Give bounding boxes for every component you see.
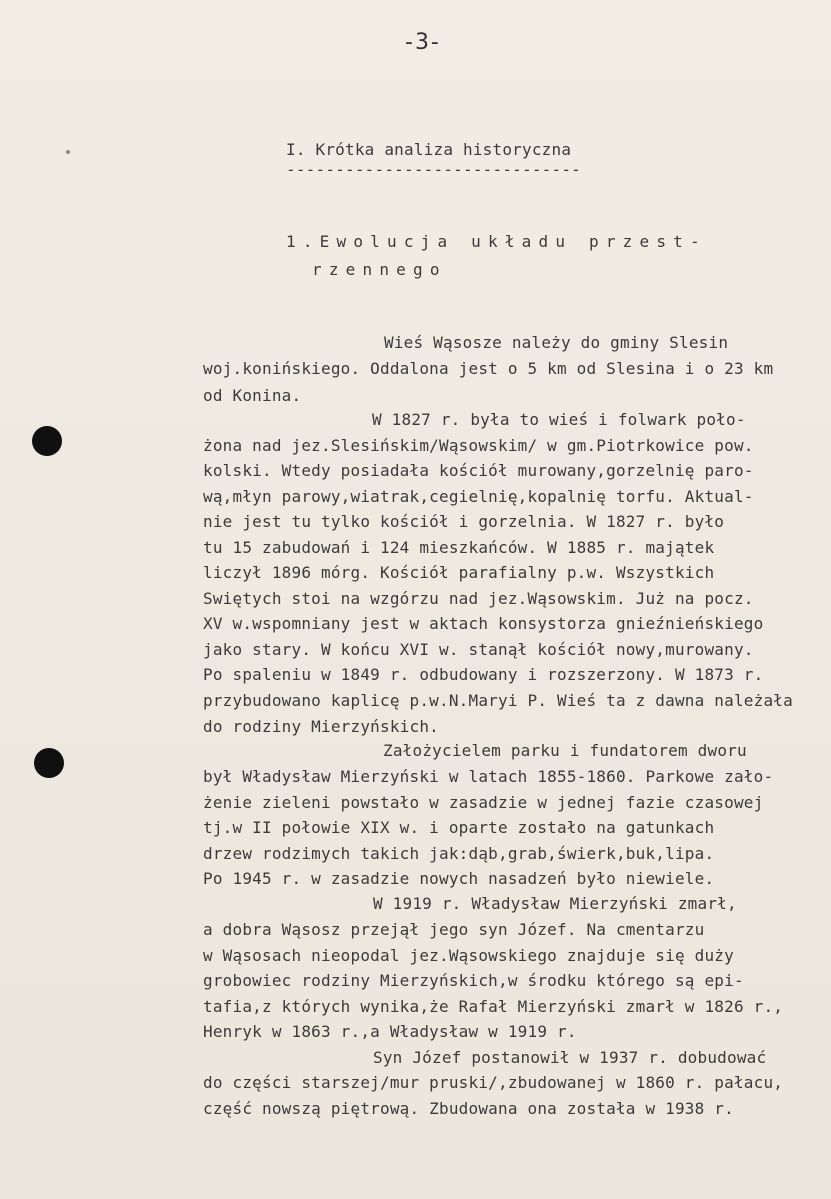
body-line: Założycielem parku i fundatorem dworu	[383, 741, 747, 760]
body-line: woj.konińskiego. Oddalona jest o 5 km od Slesina i o 23 km	[203, 359, 774, 378]
subsection-heading-line-2: rzennego	[312, 260, 447, 279]
body-line: grobowiec rodziny Mierzyńskich,w środku którego są epi-	[203, 971, 744, 990]
punch-hole	[34, 748, 64, 778]
title-underline: ------------------------------	[286, 160, 581, 179]
body-line: drzew rodzimych takich jak:dąb,grab,świerk,buk,lipa.	[203, 844, 715, 863]
body-line: w Wąsosach nieopodal jez.Wąsowskiego znajduje się duży	[203, 946, 734, 965]
body-line: nie jest tu tylko kościół i gorzelnia. W 1827 r. było	[203, 512, 725, 531]
body-line: tj.w II połowie XIX w. i oparte zostało na gatunkach	[203, 818, 715, 837]
body-line: Po 1945 r. w zasadzie nowych nasadzeń było niewiele.	[203, 869, 715, 888]
body-line: W 1827 r. była to wieś i folwark poło-	[372, 410, 746, 429]
section-title: I. Krótka analiza historyczna	[286, 140, 572, 159]
body-line: Henryk w 1863 r.,a Władysław w 1919 r.	[203, 1022, 577, 1041]
page-number: -3-	[405, 30, 441, 55]
punch-hole	[32, 426, 62, 456]
body-line: tafia,z których wynika,że Rafał Mierzyński zmarł w 1826 r.,	[203, 997, 784, 1016]
body-line: jako stary. W końcu XVI w. stanął kościół nowy,murowany.	[203, 640, 754, 659]
body-line: był Władysław Mierzyński w latach 1855-1860. Parkowe zało-	[203, 767, 774, 786]
body-line: do części starszej/mur pruski/,zbudowanej w 1860 r. pałacu,	[203, 1073, 784, 1092]
body-line: żenie zieleni powstało w zasadzie w jednej fazie czasowej	[203, 793, 764, 812]
body-line: Syn Józef postanowił w 1937 r. dobudować	[373, 1048, 767, 1067]
body-line: tu 15 zabudowań i 124 mieszkańców. W 1885 r. majątek	[203, 538, 715, 557]
paper-speck	[66, 150, 70, 154]
body-line: Wieś Wąsosze należy do gminy Slesin	[384, 333, 729, 352]
subsection-heading-line-1: 1.Ewolucja układu przest-	[286, 232, 707, 251]
body-line: W 1919 r. Władysław Mierzyński zmarł,	[373, 894, 737, 913]
body-line: przybudowano kaplicę p.w.N.Maryi P. Wieś ta z dawna należała	[203, 691, 793, 710]
body-line: wą,młyn parowy,wiatrak,cegielnię,kopalnię torfu. Aktual-	[203, 487, 754, 506]
body-line: część nowszą piętrową. Zbudowana ona została w 1938 r.	[203, 1099, 734, 1118]
body-line: liczył 1896 mórg. Kościół parafialny p.w. Wszystkich	[203, 563, 715, 582]
body-line: od Konina.	[203, 386, 302, 405]
body-line: żona nad jez.Slesińskim/Wąsowskim/ w gm.Piotrkowice pow.	[203, 436, 754, 455]
body-line: Po spaleniu w 1849 r. odbudowany i rozszerzony. W 1873 r.	[203, 665, 764, 684]
body-line: XV w.wspomniany jest w aktach konsystorza gnieźnieńskiego	[203, 614, 764, 633]
body-line: do rodziny Mierzyńskich.	[203, 717, 439, 736]
body-line: kolski. Wtedy posiadała kościół murowany,gorzelnię paro-	[203, 461, 754, 480]
body-line: Swiętych stoi na wzgórzu nad jez.Wąsowskim. Już na pocz.	[203, 589, 754, 608]
body-line: a dobra Wąsosz przejął jego syn Józef. Na cmentarzu	[203, 920, 705, 939]
